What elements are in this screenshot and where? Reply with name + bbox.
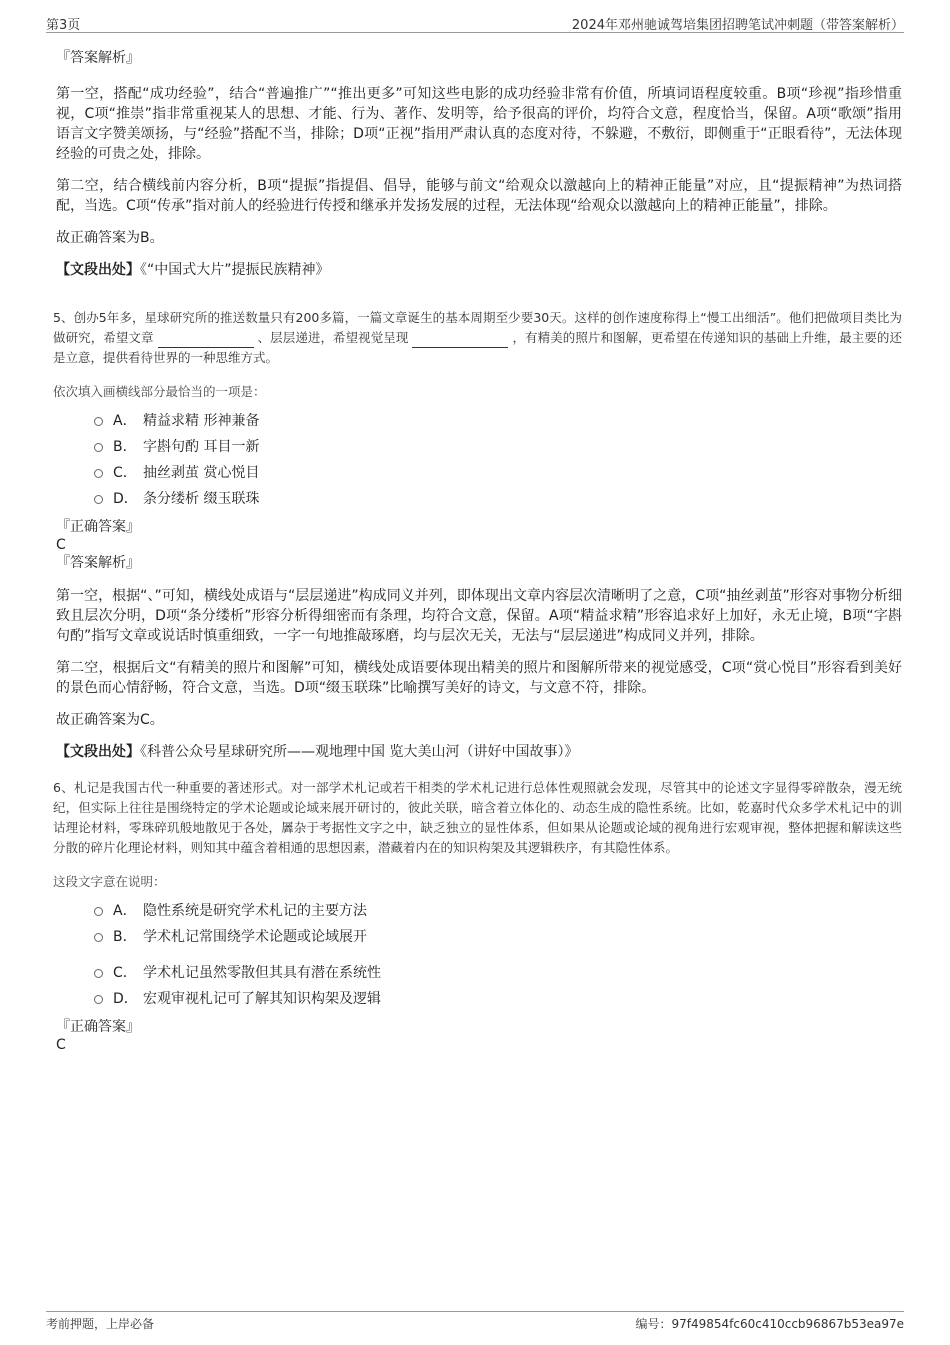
q5-stem <box>53 308 902 368</box>
radio-icon[interactable] <box>94 933 103 942</box>
q5-source-label: 【文段出处】 <box>56 744 140 760</box>
q5-conclusion: 故正确答案为C。 <box>56 712 164 728</box>
q5-prompt: 依次填入画横线部分最恰当的一项是： <box>53 384 266 399</box>
q5-source <box>56 742 902 762</box>
footer-code-label: 编号： <box>635 1317 672 1331</box>
q4-source <box>56 260 902 280</box>
q4-analysis-para-2: 第二空，结合横线前内容分析，B项“提振”指提倡、倡导，能够与前文“给观众以激越向上的精神正能量”对应，且“提振精神”为热词搭配，当选。C项“传承”指对前人的经验进行传授和继承并发扬发展的过程，无法体现“给观众以激越向上的精神正能量”，排除。 <box>56 178 902 214</box>
q6-option-a[interactable]: A． 隐性系统是研究学术札记的主要方法 <box>94 898 902 924</box>
document-title: 2024年邓州驰诚驾培集团招聘笔试冲刺题（带答案解析） <box>571 18 904 33</box>
q4-analysis-para-1: 第一空，搭配“成功经验”，结合“普遍推广”“推出更多”可知这些电影的成功经验非常有价值，所填词语程度较重。B项“珍视”指珍惜重视，C项“推崇”指非常重视某人的思想、才能、行为、著作、发明等，给予很高的评价，均符合文意，程度恰当，保留。A项“歌颂”指用语言文字赞美颂扬，与“经验”搭配不当，排除；D项“正视”指用严肃认真的态度对待，不躲避，不敷衍，即侧重于“正眼看待”，无法体现经验的可贵之处，排除。 <box>56 86 902 162</box>
footer-code <box>635 1315 904 1332</box>
q6-stem: 6、札记是我国古代一种重要的著述形式。对一部学术札记或若干相类的学术札记进行总体性观照就会发现，尽管其中的论述文字显得零碎散杂，漫无统纪，但实际上往往是围绕特定的学术论题或论域来展开研讨的，彼此关联，暗含着立体化的、动态生成的隐性系统。比如，乾嘉时代众多学术札记中的训诂理论材料，零珠碎玑般地散见于各处，羼杂于考据性文字之中，缺乏独立的显性体系，但如果从论题或论域的视角进行宏观审视，整体把握和解读这些分散的碎片化理论材料，则知其中蕴含着相通的思想因素，潜藏着内在的知识构架及其逻辑秩序，有其隐性体系。 <box>53 780 902 855</box>
q4-conclusion: 故正确答案为B。 <box>56 230 164 246</box>
footer-slogan: 考前押题，上岸必备 <box>46 1317 155 1331</box>
q6-option-b[interactable]: B． 学术札记常围绕学术论题或论域展开 <box>94 924 902 950</box>
q5-correct-label: 『正确答案』 <box>56 519 140 535</box>
q4-source-label: 【文段出处】 <box>56 262 140 278</box>
q5-stem-part-3: ，有精美的照片和图解，更希望在传递知识的基础上升维，最主要的还是立意，提供看待世界的一种思维方式。 <box>53 330 902 365</box>
radio-icon[interactable] <box>94 417 103 426</box>
q5-blank-1 <box>158 334 254 348</box>
q6-options <box>94 898 902 1012</box>
q5-option-d[interactable]: D． 条分缕析 缀玉联珠 <box>94 486 902 512</box>
q5-correct-answer: C <box>56 537 66 553</box>
radio-icon[interactable] <box>94 907 103 916</box>
q5-option-c[interactable]: C． 抽丝剥茧 赏心悦目 <box>94 460 902 486</box>
page-footer <box>46 1311 904 1334</box>
page-content <box>53 44 902 1054</box>
page-number: 第3页 <box>46 18 81 33</box>
q4-source-text: 《“中国式大片”提振民族精神》 <box>140 262 330 278</box>
q5-options <box>94 408 902 512</box>
q5-analysis-para-1: 第一空，根据“、”可知，横线处成语与“层层递进”构成同义并列，即体现出文章内容层次清晰明了之意，C项“抽丝剥茧”形容对事物分析细致且层次分明，D项“条分缕析”形容分析得细密而有条理，均符合文意，保留。A项“精益求精”形容追求好上加好，永无止境，B项“字斟句酌”指写文章或说话时慎重细致，一字一句地推敲琢磨，均与层次无关，无法与“层层递进”构成同义并列，排除。 <box>56 588 902 644</box>
q5-stem-part-2: 、层层递进，希望视觉呈现 <box>257 330 409 345</box>
q5-blank-2 <box>412 334 508 348</box>
radio-icon[interactable] <box>94 969 103 978</box>
radio-icon[interactable] <box>94 495 103 504</box>
q5-option-b[interactable]: B． 字斟句酌 耳目一新 <box>94 434 902 460</box>
q5-option-a[interactable]: A． 精益求精 形神兼备 <box>94 408 902 434</box>
q6-option-d[interactable]: D． 宏观审视札记可了解其知识构架及逻辑 <box>94 986 902 1012</box>
q5-analysis-label: 『答案解析』 <box>56 555 140 571</box>
q5-analysis-para-2: 第二空，根据后文“有精美的照片和图解”可知，横线处成语要体现出精美的照片和图解所带来的视觉感受，C项“赏心悦目”形容看到美好的景色而心情舒畅，符合文意，当选。D项“缀玉联珠”比喻撰写美好的诗文，与文意不符，排除。 <box>56 660 902 696</box>
radio-icon[interactable] <box>94 443 103 452</box>
q6-correct-answer: C <box>56 1037 66 1053</box>
q5-stem-part-1: 5、创办5年多，星球研究所的推送数量只有200多篇，一篇文章诞生的基本周期至少要30天。这样的创作速度称得上“慢工出细活”。他们把做项目类比为做研究，希望文章 <box>53 310 902 345</box>
radio-icon[interactable] <box>94 469 103 478</box>
q6-option-c[interactable]: C． 学术札记虽然零散但其具有潜在系统性 <box>94 960 902 986</box>
q4-analysis-label: 『答案解析』 <box>56 50 140 66</box>
radio-icon[interactable] <box>94 995 103 1004</box>
page-header <box>46 12 904 33</box>
q5-source-text: 《科普公众号星球研究所——观地理中国 览大美山河（讲好中国故事）》 <box>140 744 579 760</box>
q6-prompt: 这段文字意在说明： <box>53 874 166 889</box>
q6-correct-label: 『正确答案』 <box>56 1019 140 1035</box>
footer-code-value: 97f49854fc60c410ccb96867b53ea97e <box>671 1317 904 1331</box>
